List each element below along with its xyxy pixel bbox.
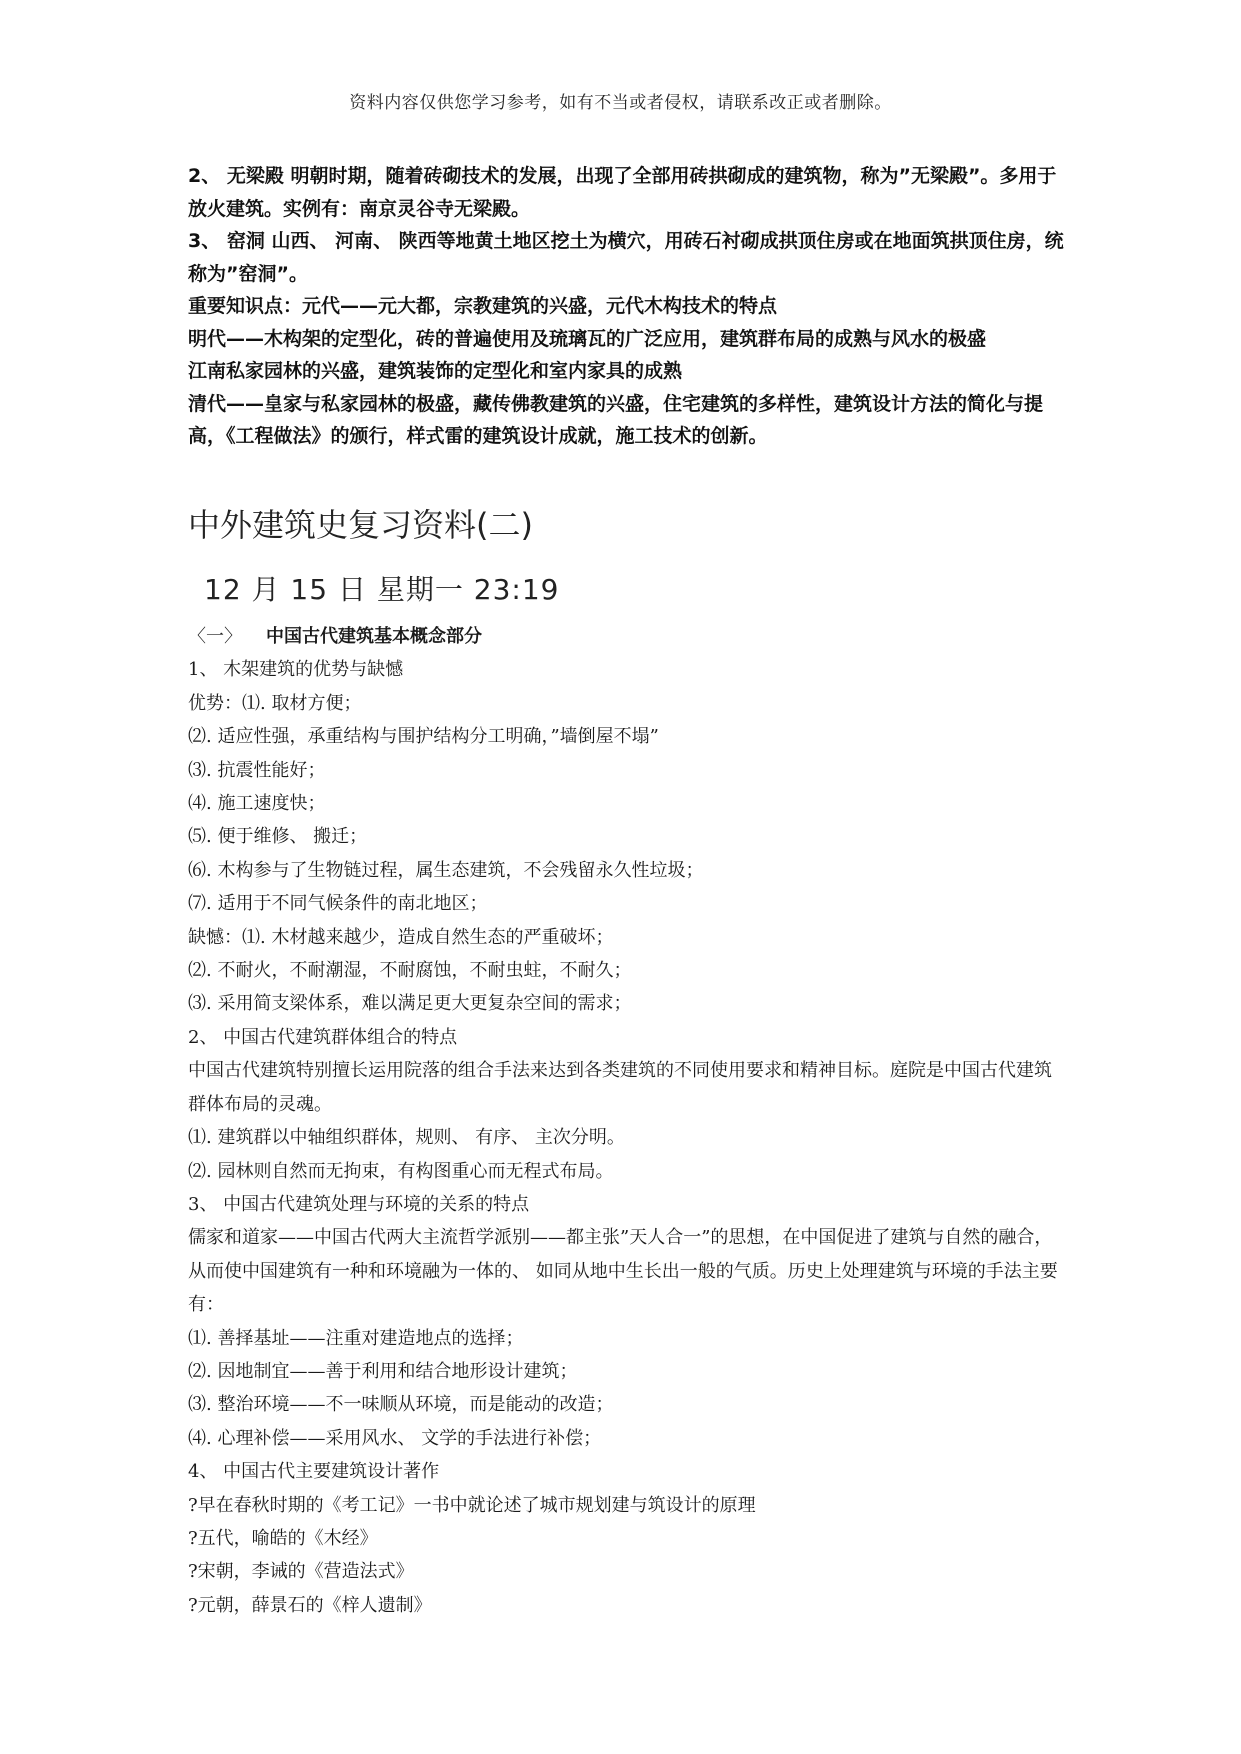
line: ⑹. 木构参与了生物链过程，属生态建筑，不会残留永久性垃圾； [188,859,704,881]
line: ⑷. 心理补偿——采用风水、 文学的手法进行补偿； [188,1427,602,1449]
line: ⑷. 施工速度快； [188,793,326,815]
line: 2、 中国古代建筑群体组合的特点 [188,1026,458,1048]
bold-paragraph-wuliangdian: 2、 无梁殿 明朝时期，随着砖砌技术的发展，出现了全部用砖拱砌成的建筑物，称为”无梁殿”。多用于放火建筑。实例有：南京灵谷寺无梁殿。 [188,165,1057,220]
line: ⑴. 建筑群以中轴组织群体，规则、 有序、 主次分明。 [188,1127,625,1149]
section-title: 中国古代建筑基本概念部分 [266,626,482,647]
line: ?宋朝，李诫的《营造法式》 [188,1561,414,1583]
line: ⑶. 抗震性能好； [188,759,326,781]
bold-paragraph-jiangnan: 江南私家园林的兴盛，建筑装饰的定型化和室内家具的成熟 [188,360,683,382]
bold-paragraph-yaodong: 3、 窑洞 山西、 河南、 陕西等地黄土地区挖土为横穴，用砖石衬砌成拱顶住房或在地面筑拱顶住房，统称为”窑洞”。 [188,230,1064,285]
section-tag: 〈一〉 [188,626,242,647]
line: 优势：⑴. 取材方便； [188,692,362,714]
page-header-disclaimer: 资料内容仅供您学习参考，如有不当或者侵权，请联系改正或者删除。 [349,93,892,113]
line: ⑴. 善择基址——注重对建造地点的选择； [188,1327,524,1349]
bold-paragraph-qing: 清代——皇家与私家园林的极盛，藏传佛教建筑的兴盛，住宅建筑的多样性，建筑设计方法的简化与提高，《工程做法》的颁行，样式雷的建筑设计成就，施工技术的创新。 [188,392,1044,447]
line: 缺憾：⑴. 木材越来越少，造成自然生态的严重破坏； [188,926,614,948]
line: 4、 中国古代主要建筑设计著作 [188,1461,440,1483]
line: ⑵. 适应性强，承重结构与围护结构分工明确，”墙倒屋不塌” [188,726,659,748]
line: ?早在春秋时期的《考工记》一书中就论述了城市规划建与筑设计的原理 [188,1494,756,1516]
line: 1、 木架建筑的优势与缺憾 [188,659,404,681]
line: ⑵. 园林则自然而无拘束，有构图重心而无程式布局。 [188,1160,614,1182]
note-date: 12 月 15 日 星期一 23:19 [204,573,560,606]
line: ⑶. 整治环境——不一味顺从环境，而是能动的改造； [188,1394,614,1416]
line: 中国古代建筑特别擅长运用院落的组合手法来达到各类建筑的不同使用要求和精神目标。庭院是中国古代建筑群体布局的灵魂。 [188,1060,1052,1115]
notes-body [188,620,1068,1622]
section-heading [188,620,1068,653]
line: ⑺. 适用于不同气候条件的南北地区； [188,893,488,915]
bold-paragraph-ming: 明代——木构架的定型化，砖的普遍使用及琉璃瓦的广泛应用，建筑群布局的成熟与风水的极盛 [188,327,987,350]
line: 3、 中国古代建筑处理与环境的关系的特点 [188,1193,530,1215]
line: ⑶. 采用简支梁体系，难以满足更大更复杂空间的需求； [188,993,632,1015]
bold-notes-section [188,160,1068,453]
line: 儒家和道家——中国古代两大主流哲学派别——都主张”天人合一”的思想，在中国促进了建筑与自然的融合，从而使中国建筑有一种和环境融为一体的、 如同从地中生长出一般的气质。历史上处理建筑与环境的手法主要有： [188,1227,1058,1316]
line: ?五代，喻皓的《木经》 [188,1527,378,1549]
line: ⑵. 因地制宜——善于利用和结合地形设计建筑； [188,1360,578,1382]
line: ⑸. 便于维修、 搬迁； [188,826,368,848]
page-title: 中外建筑史复习资料(二) [188,506,533,544]
line: ⑵. 不耐火，不耐潮湿，不耐腐蚀，不耐虫蛀，不耐久； [188,960,632,982]
bold-paragraph-yuan: 重要知识点：元代——元大都，宗教建筑的兴盛，元代木构技术的特点 [188,295,778,317]
line: ?元朝，薛景石的《梓人遗制》 [188,1594,432,1616]
